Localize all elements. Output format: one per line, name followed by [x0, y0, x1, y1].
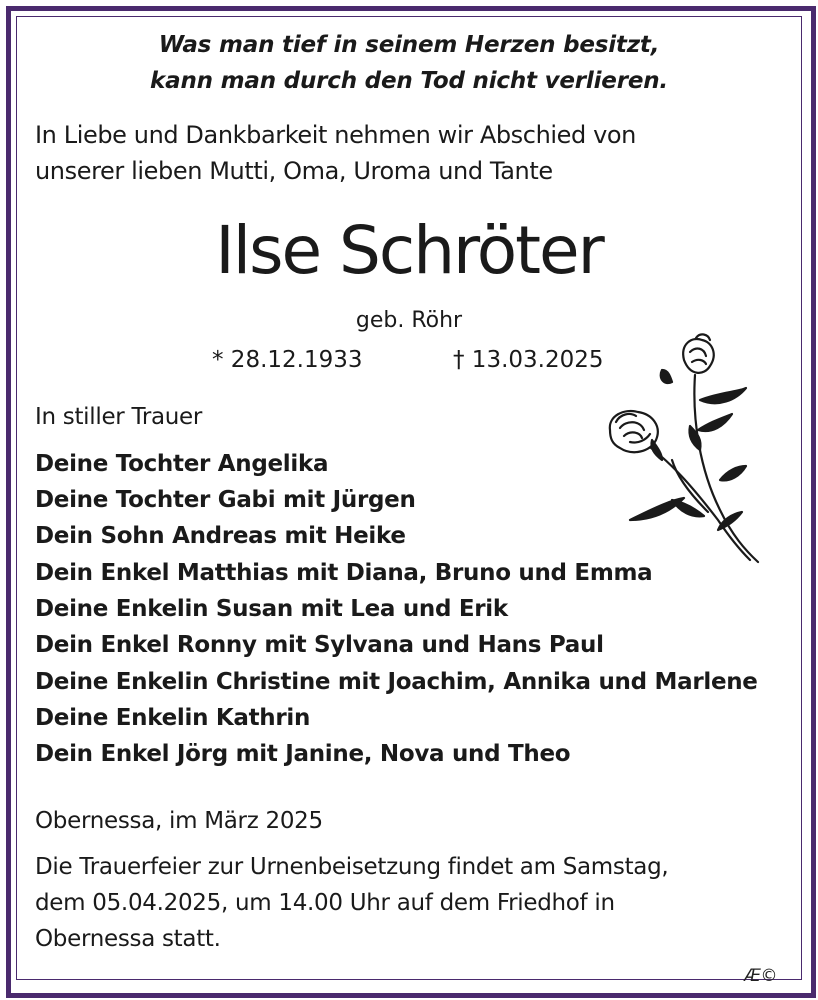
family-member: Deine Enkelin Christine mit Joachim, Annika und Marlene: [35, 669, 758, 695]
family-member: Deine Enkelin Susan mit Lea und Erik: [35, 596, 508, 622]
ceremony-line-1: Die Trauerfeier zur Urnenbeisetzung findet am Samstag,: [35, 854, 669, 880]
quote-line-2: kann man durch den Tod nicht verlieren.: [150, 68, 668, 94]
family-member: Dein Enkel Matthias mit Diana, Bruno und Emma: [35, 560, 653, 586]
place-date: Obernessa, im März 2025: [35, 808, 323, 834]
deceased-name: Ilse Schröter: [215, 212, 603, 289]
intro-line-1: In Liebe und Dankbarkeit nehmen wir Abschied von: [35, 121, 636, 149]
family-member: Dein Enkel Jörg mit Janine, Nova und Theo: [35, 741, 571, 767]
intro-line-2: unserer lieben Mutti, Oma, Uroma und Tante: [35, 157, 553, 185]
rose-icon: [600, 330, 765, 570]
quote-line-1: Was man tief in seinem Herzen besitzt,: [158, 32, 660, 58]
ceremony-line-3: Obernessa statt.: [35, 926, 221, 952]
family-member: Deine Tochter Angelika: [35, 451, 329, 477]
maiden-name: geb. Röhr: [355, 308, 463, 333]
family-member: Dein Sohn Andreas mit Heike: [35, 523, 406, 549]
publisher-signature: Æ©: [744, 966, 778, 986]
birth-date: * 28.12.1933: [212, 347, 363, 373]
mourning-label: In stiller Trauer: [35, 404, 203, 430]
family-member: Deine Tochter Gabi mit Jürgen: [35, 487, 416, 513]
family-member: Deine Enkelin Kathrin: [35, 705, 311, 731]
death-date: † 13.03.2025: [453, 347, 604, 373]
ceremony-line-2: dem 05.04.2025, um 14.00 Uhr auf dem Friedhof in: [35, 890, 615, 916]
family-member: Dein Enkel Ronny mit Sylvana und Hans Paul: [35, 632, 604, 658]
